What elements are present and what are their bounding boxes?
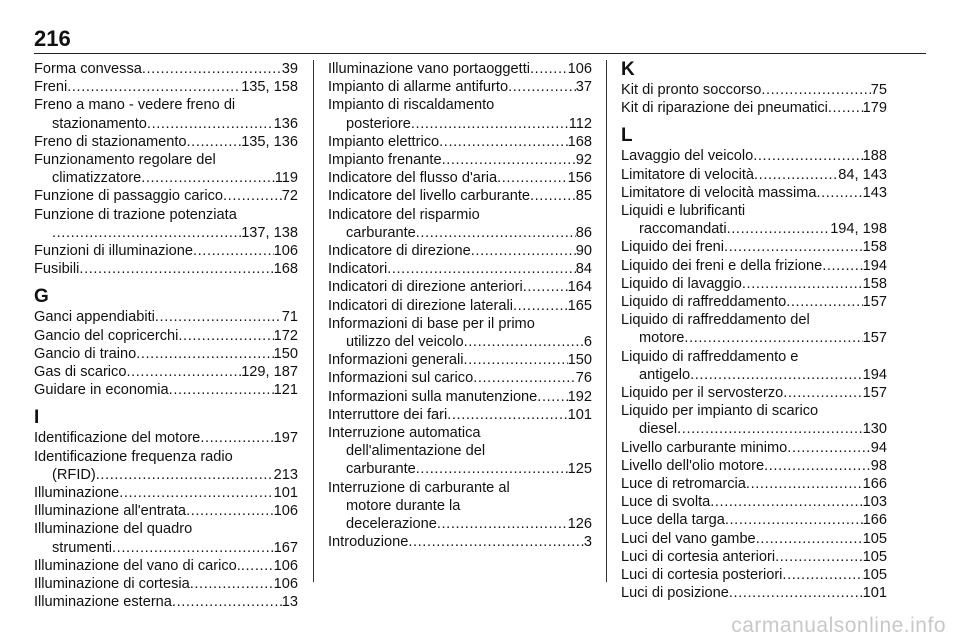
page-reference: 136: [273, 115, 298, 132]
dot-leader: [178, 327, 273, 345]
index-entry: [328, 78, 592, 96]
index-term: Freni: [34, 79, 68, 96]
dot-leader: [223, 187, 282, 205]
index-term: Luce della targa: [621, 512, 725, 529]
index-entry: [328, 533, 592, 551]
page-reference: 85: [575, 188, 592, 205]
page-reference: 125: [567, 461, 592, 478]
index-entry: [621, 420, 887, 438]
dot-leader: [753, 147, 862, 165]
page-reference: 188: [862, 148, 887, 165]
index-entry: [328, 297, 592, 315]
index-entry: [328, 169, 592, 187]
index-term: Informazioni sul carico: [328, 370, 474, 387]
page-reference: 165: [567, 297, 592, 314]
index-term: Gas di scarico: [34, 364, 127, 381]
index-term: Illuminazione di cortesia: [34, 576, 190, 593]
index-entry: [328, 460, 592, 478]
page-reference: 84, 143: [838, 166, 887, 183]
index-term: Funzione di passaggio carico: [34, 188, 224, 205]
index-term: Funzioni di illuminazione: [34, 243, 193, 260]
dot-leader: [473, 369, 576, 387]
index-entry: [34, 242, 298, 260]
index-term: Illuminazione vano portaoggetti: [328, 61, 531, 77]
page-reference: 105: [862, 548, 887, 565]
page-reference: 13: [281, 594, 298, 611]
index-entry: [34, 575, 298, 593]
dot-leader: [141, 169, 275, 187]
dot-leader: [497, 169, 568, 187]
index-term: Indicatori: [328, 261, 388, 278]
header-rule: [34, 53, 926, 54]
dot-leader: [786, 293, 862, 311]
index-entry: [34, 187, 298, 205]
dot-leader: [147, 115, 274, 133]
index-entry: [621, 81, 887, 99]
index-entry: [621, 493, 887, 511]
page-reference: 39: [281, 61, 298, 77]
index-term: Illuminazione: [34, 485, 120, 502]
index-term: Lavaggio del veicolo: [621, 148, 754, 165]
page-reference: 94: [870, 439, 887, 456]
page-reference: 101: [862, 585, 887, 602]
index-column-1: [34, 60, 298, 611]
dot-leader: [387, 260, 576, 278]
index-entry-line: Freno a mano - vedere freno di: [34, 97, 236, 114]
page-reference: 197: [273, 430, 298, 447]
dot-leader: [439, 133, 568, 151]
index-term: motore: [639, 330, 685, 347]
dot-leader: [764, 457, 871, 475]
column-divider: [313, 60, 314, 582]
index-entry: [328, 115, 592, 133]
page-reference: 156: [567, 170, 592, 187]
dot-leader: [787, 439, 870, 457]
dot-leader: [530, 60, 568, 78]
dot-leader: [119, 484, 273, 502]
index-entry: [34, 169, 298, 187]
page-reference: 166: [862, 512, 887, 529]
index-term: Informazioni sulla manutenzione: [328, 388, 538, 405]
index-entry-line: dell'alimentazione del: [346, 443, 486, 460]
index-entry: [328, 333, 592, 351]
index-term: Liquido dei freni: [621, 239, 725, 256]
index-term: diesel: [639, 421, 678, 438]
index-entry: [328, 515, 592, 533]
index-term: Gancio di traino: [34, 345, 137, 362]
index-term: Ganci appendiabiti: [34, 309, 155, 326]
column-divider: [606, 60, 607, 582]
index-entry-line: Liquido per impianto di scarico: [621, 403, 819, 420]
index-entry-line: Informazioni di base per il primo: [328, 315, 535, 332]
index-term: utilizzo del veicolo: [346, 334, 464, 351]
index-term: Impianto elettrico: [328, 133, 440, 150]
dot-leader: [523, 278, 568, 296]
page-reference: 135, 158: [241, 79, 298, 96]
index-entry: [621, 293, 887, 311]
index-entry: [621, 566, 887, 584]
index-term: posteriore: [346, 115, 411, 132]
index-entry-line: motore durante la: [346, 497, 461, 514]
index-entry: [34, 484, 298, 502]
page-reference: 213: [273, 466, 298, 483]
index-term: Illuminazione del vano di carico.: [34, 557, 241, 574]
index-term: Indicatori di direzione laterali: [328, 297, 513, 314]
page-reference: 101: [567, 406, 592, 423]
index-entry: [34, 363, 298, 381]
index-entry: [34, 429, 298, 447]
index-term: (RFID): [52, 466, 96, 483]
index-term: Informazioni generali: [328, 352, 464, 369]
dot-leader: [828, 99, 863, 117]
page-reference: 103: [862, 494, 887, 511]
index-entry-line: Identificazione frequenza radio: [34, 448, 233, 465]
index-entry: [34, 345, 298, 363]
page-reference: 106: [273, 243, 298, 260]
index-entry-line: Impianto di riscaldamento: [328, 97, 495, 114]
dot-leader: [67, 78, 241, 96]
dot-leader: [746, 475, 863, 493]
page-reference: 84: [575, 261, 592, 278]
page-reference: 75: [870, 82, 887, 98]
index-term: Luce di svolta: [621, 494, 711, 511]
index-term: Freno di stazionamento: [34, 133, 187, 150]
index-term: Liquido di lavaggio: [621, 275, 742, 292]
page-reference: 137, 138: [241, 224, 298, 241]
index-entry-line: Funzionamento regolare del: [34, 152, 216, 169]
section-letter: K: [621, 59, 635, 80]
dot-leader: [775, 548, 863, 566]
index-entry: [34, 327, 298, 345]
page-reference: 106: [273, 576, 298, 593]
index-term: Luci del vano gambe: [621, 530, 756, 547]
page-reference: 121: [273, 382, 298, 399]
index-entry: [34, 539, 298, 557]
dot-leader: [537, 388, 567, 406]
index-term: Indicatore del livello carburante: [328, 188, 530, 205]
dot-leader: [742, 275, 863, 293]
dot-leader: [822, 257, 862, 275]
index-term: Indicatore del flusso d'aria: [328, 170, 498, 187]
dot-leader: [172, 593, 282, 611]
page-reference: 106: [273, 557, 298, 574]
index-term: Limitatore di velocità: [621, 166, 755, 183]
page-reference: 150: [567, 352, 592, 369]
dot-leader: [79, 260, 273, 278]
index-term: Limitatore di velocità massima: [621, 184, 817, 201]
page-reference: 37: [575, 79, 592, 96]
page-reference: 86: [575, 224, 592, 241]
page-reference: 106: [273, 503, 298, 520]
dot-leader: [783, 384, 862, 402]
index-entry: [34, 502, 298, 520]
dot-leader: [761, 81, 870, 99]
dot-leader: [727, 220, 831, 238]
page-reference: 194, 198: [830, 221, 887, 238]
index-entry: [328, 351, 592, 369]
dot-leader: [754, 166, 838, 184]
page-reference: 172: [273, 327, 298, 344]
index-term: Indicatore di direzione: [328, 243, 471, 260]
index-term: Liquido dei freni e della frizione: [621, 257, 823, 274]
index-entry: [621, 475, 887, 493]
page-reference: 168: [567, 133, 592, 150]
page-reference: 158: [862, 275, 887, 292]
page-reference: 157: [862, 294, 887, 311]
dot-leader: [416, 460, 568, 478]
index-term: decelerazione: [346, 516, 437, 533]
page-reference: 76: [575, 370, 592, 387]
dot-leader: [126, 363, 241, 381]
index-term: Guidare in economia: [34, 382, 169, 399]
dot-leader: [513, 297, 568, 315]
section-letter: G: [34, 286, 49, 308]
page-reference: 164: [567, 279, 592, 296]
dot-leader: [155, 308, 282, 326]
index-entry: [34, 224, 298, 242]
index-entry-line: Interruzione di carburante al: [328, 479, 510, 496]
index-entry: [621, 366, 887, 384]
index-entry: [621, 384, 887, 402]
index-entry: [621, 238, 887, 256]
dot-leader: [200, 429, 273, 447]
index-entry-line: Liquido di raffreddamento e: [621, 348, 799, 365]
dot-leader: [437, 515, 568, 533]
page-reference: 119: [274, 170, 298, 187]
page-reference: 167: [273, 539, 298, 556]
index-entry: [621, 166, 887, 184]
index-entry: [621, 329, 887, 347]
dot-leader: [816, 184, 862, 202]
index-entry: [34, 115, 298, 133]
page-reference: 90: [575, 243, 592, 260]
page-reference: 3: [583, 534, 592, 551]
index-term: Impianto frenante: [328, 152, 442, 169]
index-term: Luci di posizione: [621, 585, 729, 602]
dot-leader: [142, 60, 282, 78]
dot-leader: [169, 381, 274, 399]
index-term: carburante: [346, 461, 416, 478]
dot-leader: [136, 345, 273, 363]
page-reference: 194: [862, 257, 887, 274]
index-term: Fusibili: [34, 261, 80, 278]
page-reference: 98: [870, 457, 887, 474]
dot-leader: [186, 502, 274, 520]
page-reference: 135, 136: [241, 133, 298, 150]
page-number: 216: [34, 26, 71, 51]
index-term: Luci di cortesia anteriori: [621, 548, 776, 565]
index-entry: [328, 224, 592, 242]
index-entry: [621, 548, 887, 566]
page-reference: 126: [567, 516, 592, 533]
dot-leader: [508, 78, 576, 96]
index-entry: [34, 78, 298, 96]
dot-leader: [724, 238, 863, 256]
page-reference: 130: [862, 421, 887, 438]
dot-leader: [782, 566, 862, 584]
section-letter: I: [34, 407, 40, 429]
page-reference: 71: [281, 309, 298, 326]
page-reference: 192: [567, 388, 592, 405]
index-column-3: [621, 59, 887, 602]
index-entry: [328, 187, 592, 205]
index-entry: [621, 220, 887, 238]
index-entry: [621, 99, 887, 117]
index-term: Forma convessa: [34, 61, 142, 77]
index-entry: [621, 147, 887, 165]
dot-leader: [690, 366, 863, 384]
index-entry: [621, 530, 887, 548]
index-term: Identificazione del motore: [34, 430, 201, 447]
dot-leader: [677, 420, 863, 438]
index-term: Livello carburante minimo: [621, 439, 788, 456]
index-term: Illuminazione esterna: [34, 594, 172, 611]
index-term: Livello dell'olio motore: [621, 457, 765, 474]
dot-leader: [684, 329, 862, 347]
index-entry: [34, 308, 298, 326]
index-entry: [621, 439, 887, 457]
index-entry: [328, 133, 592, 151]
index-term: Luce di retromarcia: [621, 476, 746, 493]
index-entry: [621, 184, 887, 202]
page-reference: 150: [273, 345, 298, 362]
dot-leader: [442, 151, 576, 169]
index-term: Kit di pronto soccorso: [621, 82, 762, 98]
index-entry: [34, 260, 298, 278]
dot-leader: [241, 557, 274, 575]
index-entry: [328, 388, 592, 406]
index-term: Gancio del copricerchi: [34, 327, 179, 344]
index-entry: [328, 151, 592, 169]
dot-leader: [411, 115, 569, 133]
dot-leader: [190, 575, 274, 593]
dot-leader: [187, 133, 242, 151]
index-entry: [328, 60, 592, 78]
index-term: antigelo: [639, 366, 691, 383]
index-term: climatizzatore: [52, 170, 142, 187]
index-column-2: [328, 60, 592, 582]
index-entry-line: Indicatore del risparmio: [328, 206, 480, 223]
index-entry: [34, 466, 298, 484]
dot-leader: [471, 242, 576, 260]
index-term: Luci di cortesia posteriori: [621, 567, 783, 584]
index-term: raccomandati: [639, 221, 727, 238]
index-term: stazionamento: [52, 115, 147, 132]
page-reference: 179: [862, 100, 887, 117]
index-term: Liquido di raffreddamento: [621, 294, 787, 311]
index-term: Indicatori di direzione anteriori: [328, 279, 523, 296]
index-term: Kit di riparazione dei pneumatici: [621, 100, 828, 117]
index-term: carburante: [346, 224, 416, 241]
index-entry: [621, 275, 887, 293]
index-entry: [328, 260, 592, 278]
index-entry: [621, 584, 887, 602]
dot-leader: [408, 533, 584, 551]
index-term: Impianto di allarme antifurto: [328, 79, 509, 96]
page-reference: 106: [567, 61, 592, 77]
dot-leader: [112, 539, 274, 557]
index-entry: [328, 369, 592, 387]
index-entry-line: Interruzione automatica: [328, 425, 481, 442]
page-reference: 158: [862, 239, 887, 256]
dot-leader: [447, 406, 567, 424]
dot-leader: [530, 187, 576, 205]
page-reference: 105: [862, 530, 887, 547]
page-reference: 168: [273, 261, 298, 278]
index-entry: [621, 257, 887, 275]
page-reference: 157: [862, 330, 887, 347]
dot-leader: [756, 530, 863, 548]
index-term: Introduzione: [328, 534, 409, 551]
page-reference: 6: [583, 334, 592, 351]
index-entry: [34, 557, 298, 575]
index-entry-line: Liquidi e lubrificanti: [621, 203, 746, 220]
page-reference: 72: [281, 188, 298, 205]
page-reference: 101: [273, 485, 298, 502]
dot-leader: [729, 584, 863, 602]
page-reference: 194: [862, 366, 887, 383]
page-reference: 157: [862, 385, 887, 402]
section-letter: L: [621, 125, 633, 147]
dot-leader: [710, 493, 862, 511]
dot-leader: [463, 351, 567, 369]
index-entry-line: Liquido di raffreddamento del: [621, 312, 810, 329]
index-entry: [328, 242, 592, 260]
index-term: Interruttore dei fari: [328, 406, 448, 423]
index-entry: [621, 511, 887, 529]
dot-leader: [96, 466, 274, 484]
index-entry: [34, 593, 298, 611]
index-term: Illuminazione all'entrata: [34, 503, 187, 520]
dot-leader: [416, 224, 576, 242]
page-reference: 143: [862, 184, 887, 201]
index-entry: [34, 60, 298, 78]
index-term: Liquido per il servosterzo: [621, 385, 784, 402]
page-reference: 129, 187: [241, 364, 298, 381]
dot-leader: [193, 242, 274, 260]
watermark: carmanualsonline.info: [731, 614, 946, 637]
index-entry-line: Illuminazione del quadro: [34, 521, 193, 538]
index-term: strumenti: [52, 539, 113, 556]
index-entry: [621, 457, 887, 475]
index-entry: [328, 278, 592, 296]
page-reference: 112: [568, 115, 592, 132]
dot-leader: [464, 333, 584, 351]
page-reference: 92: [575, 152, 592, 169]
page-reference: 166: [862, 476, 887, 493]
dot-leader: [52, 224, 241, 242]
page-reference: 105: [862, 567, 887, 584]
index-entry: [34, 381, 298, 399]
dot-leader: [725, 511, 863, 529]
index-entry: [34, 133, 298, 151]
index-columns: [34, 59, 926, 611]
index-entry: [328, 406, 592, 424]
index-entry-line: Funzione di trazione potenziata: [34, 206, 237, 223]
